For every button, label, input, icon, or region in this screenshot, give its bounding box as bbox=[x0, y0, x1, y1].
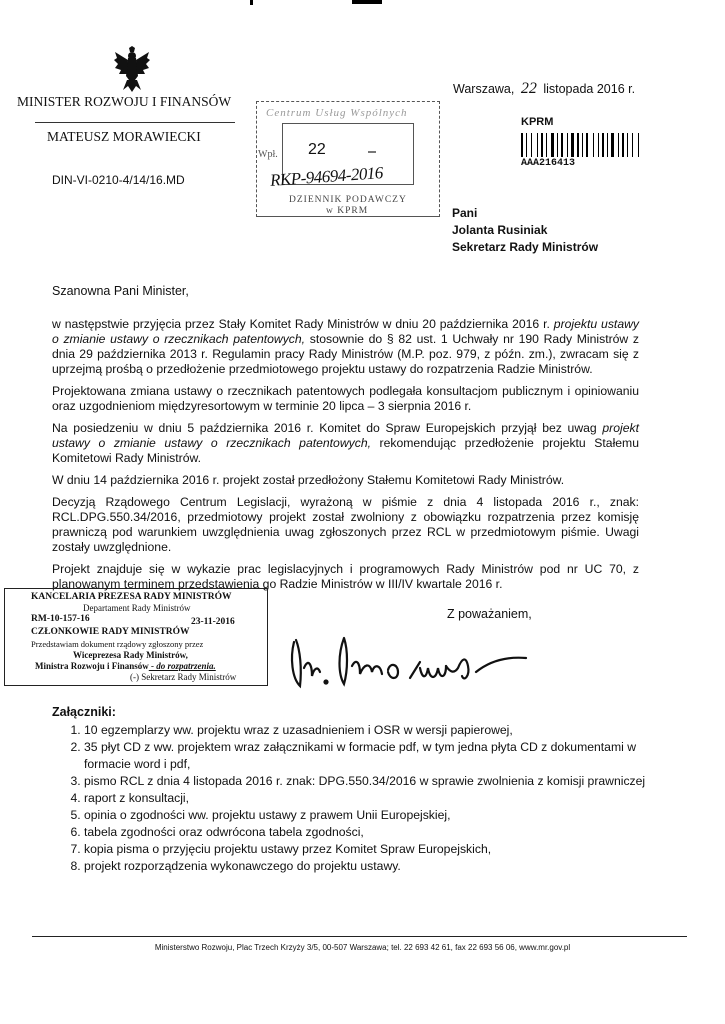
date-suffix: listopada 2016 r. bbox=[543, 82, 636, 96]
paragraph-5: Decyzją Rządowego Centrum Legislacji, wyrażoną w piśmie z dnia 4 listopada 2016 r., znak: RCL.DPG.550.34/2016, przedmiotowy projekt został zwolniony z obowiązku rozpatrzenia przez komisję prawniczą pod warunkiem uwzględnienia uwag zgłoszonych przez RCL w przedmiotowym piśmie. Uwagi zostały uwzględnione. bbox=[52, 495, 639, 554]
paragraph-4: W dniu 14 października 2016 r. projekt został przedłożony Stałemu Komitetowi Rady Ministrów. bbox=[52, 473, 565, 487]
date-line bbox=[453, 80, 635, 98]
eagle-emblem-icon bbox=[113, 46, 151, 92]
stamp-frame-top bbox=[256, 101, 440, 102]
kprm-stamp-line2: Wiceprezesa Rady Ministrów, bbox=[73, 650, 188, 660]
kprm-stamp-department: Departament Rady Ministrów bbox=[83, 603, 191, 613]
stamp-handwritten-code: RKP-94694-2016 bbox=[269, 163, 384, 190]
attachments-heading: Załączniki: bbox=[52, 705, 116, 719]
attachment-item: 5. opinia o zgodności ww. projektu ustawy z prawem Unii Europejskiej, bbox=[84, 807, 662, 824]
date-day-handwritten: 22 bbox=[520, 80, 537, 97]
letter-body bbox=[52, 317, 639, 592]
salutation: Szanowna Pani Minister, bbox=[52, 284, 189, 298]
stamp-bottom-line1: DZIENNIK PODAWCZY bbox=[289, 195, 407, 205]
stamp-frame-bottom bbox=[256, 216, 440, 217]
scan-mark bbox=[250, 0, 253, 5]
stamp-wpl-label: Wpł. bbox=[258, 149, 278, 160]
footer-address: Ministerstwo Rozwoju, Plac Trzech Krzyży 3/5, 00-507 Warszawa; tel. 22 693 42 61, fax 22 693 56 06, www.mr.gov.pl bbox=[154, 943, 571, 952]
attachments-list bbox=[70, 722, 662, 875]
kprm-stamp-line3: Ministra Rozwoju i Finansów - do rozpatrzenia. bbox=[35, 661, 216, 671]
barcode-label: KPRM bbox=[521, 116, 554, 128]
attachment-item: 8. projekt rozporządzenia wykonawczego do projektu ustawy. bbox=[84, 858, 662, 875]
kprm-stamp-date: 23-11-2016 bbox=[191, 617, 235, 627]
kprm-stamp-line4: (-) Sekretarz Rady Ministrów bbox=[130, 672, 237, 682]
paragraph-1: w następstwie przyjęcia przez Stały Komitet Rady Ministrów w dniu 20 października 2016 r. projektu ustawy o zmianie ustawy o rzecznikach patentowych, stosownie do § 82 ust. 1 Uchwały nr 190 Rady Ministrów z dnia 29 października 2013 r. Regulamin pracy Rady Ministrów (M.P. poz. 979, z późn. zm.), zwracam się z uprzejmą prośbą o przedłożenie przedmiotowego projektu ustawy do rozpatrzenia Radzie Ministrów. bbox=[52, 317, 639, 376]
attachment-item: 1. 10 egzemplarzy ww. projektu wraz z uzasadnieniem i OSR w wersji papierowej, bbox=[84, 722, 662, 739]
signature-icon bbox=[286, 628, 536, 690]
recipient bbox=[452, 205, 598, 256]
recipient-title: Sekretarz Rady Ministrów bbox=[452, 240, 599, 254]
date-prefix: Warszawa, bbox=[453, 82, 515, 96]
stamp-date-mark bbox=[368, 151, 376, 153]
stamp-bottom-line2: w KPRM bbox=[326, 206, 369, 216]
attachment-item: 7. kopia pisma o przyjęciu projektu ustawy przez Komitet Spraw Europejskich, bbox=[84, 841, 662, 858]
recipient-name: Jolanta Rusiniak bbox=[452, 223, 548, 237]
closing: Z poważaniem, bbox=[447, 607, 532, 621]
attachment-item: 4. raport z konsultacji, bbox=[84, 790, 662, 807]
kprm-stamp-title: KANCELARIA PREZESA RADY MINISTRÓW bbox=[31, 592, 232, 602]
registry-stamp bbox=[256, 101, 440, 217]
barcode-icon bbox=[521, 133, 639, 157]
paragraph-2: Projektowana zmiana ustawy o rzecznikach patentowych podlegała konsultacjom publicznym i opiniowaniu oraz uzgodnieniom międzyresortowym w terminie 20 lipca – 3 sierpnia 2016 r. bbox=[52, 384, 639, 413]
ministry-title: MINISTER ROZWOJU I FINANSÓW bbox=[17, 94, 232, 109]
attachment-item: 2. 35 płyt CD z ww. projektem wraz załącznikami w formacie pdf, w tym jedna płyta CD z dokumentami w formacie word i pdf, bbox=[84, 739, 662, 773]
header-divider bbox=[35, 122, 235, 123]
kprm-stamp-heading: CZŁONKOWIE RADY MINISTRÓW bbox=[31, 627, 190, 637]
attachment-item: 6. tabela zgodności oraz odwrócona tabela zgodności, bbox=[84, 824, 662, 841]
kprm-stamp-line1: Przedstawiam dokument rządowy zgłoszony przez bbox=[31, 639, 204, 649]
stamp-date-number: 22 bbox=[308, 141, 326, 158]
footer-divider bbox=[32, 936, 687, 937]
kprm-stamp bbox=[4, 588, 268, 686]
stamp-frame-left bbox=[256, 101, 257, 217]
stamp-frame-right bbox=[439, 101, 440, 217]
paragraph-6: Projekt znajduje się w wykazie prac legislacyjnych i programowych Rady Ministrów pod nr UC 70, z planowanym terminem przedstawienia go Radzie Ministrów w III/IV kwartale 2016 r. bbox=[52, 562, 639, 591]
scan-mark bbox=[352, 0, 382, 4]
recipient-line1: Pani bbox=[452, 206, 478, 220]
minister-name: MATEUSZ MORAWIECKI bbox=[47, 129, 201, 144]
kprm-stamp-number: RM-10-157-16 bbox=[31, 614, 90, 624]
stamp-top-line: Centrum Usług Wspólnych bbox=[266, 107, 408, 119]
barcode-code: AAA216413 bbox=[521, 158, 576, 169]
paragraph-3: Na posiedzeniu w dniu 5 października 2016 r. Komitet do Spraw Europejskich przyjął bez uwag projekt ustawy o zmianie ustawy o rzecznikach patentowych, rekomendując przedłożenie projektu Stałemu Komitetowi Rady Ministrów. bbox=[52, 421, 639, 465]
attachment-item: 3. pismo RCL z dnia 4 listopada 2016 r. znak: DPG.550.34/2016 w sprawie zwolnienia z komisji prawniczej bbox=[84, 773, 662, 790]
reference-number: DIN-VI-0210-4/14/16.MD bbox=[52, 173, 185, 187]
